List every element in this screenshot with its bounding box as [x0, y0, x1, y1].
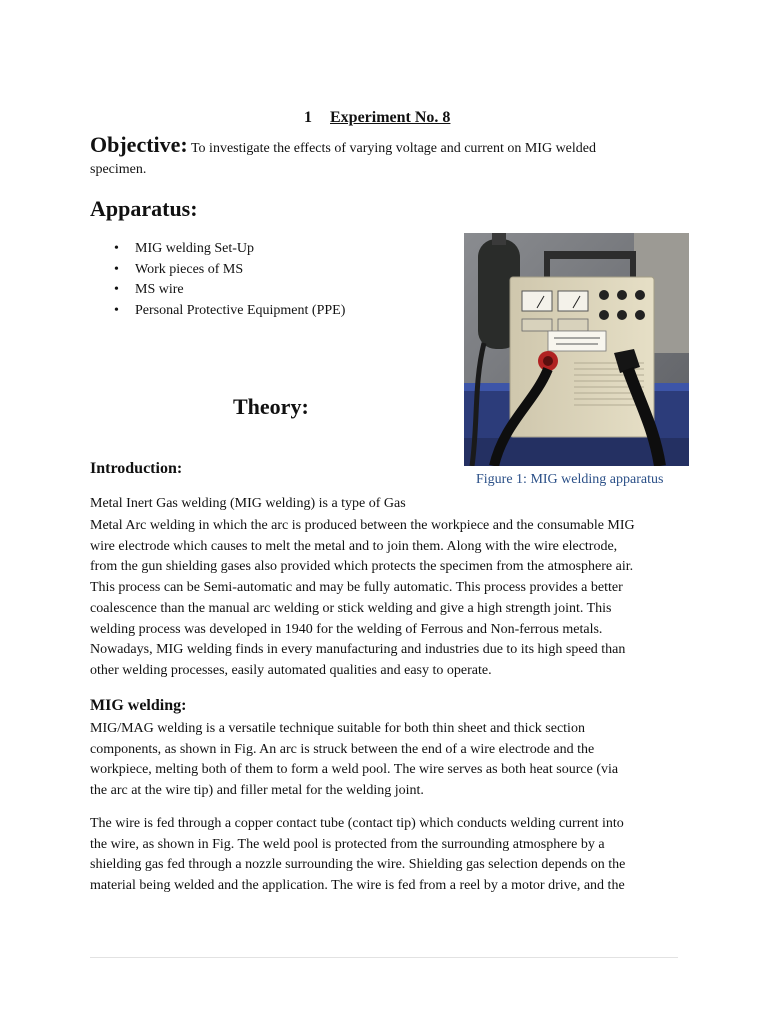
experiment-heading — [304, 109, 450, 127]
text-line: wire electrode which causes to melt the metal and to join them. Along with the wire electrode, — [90, 538, 618, 554]
text-line: components, as shown in Fig. An arc is struck between the end of a wire electrode and the — [90, 741, 595, 757]
text-line: material being welded and the application. The wire is fed from a reel by a motor drive, and the — [90, 878, 625, 894]
introduction-heading: Introduction: — [90, 460, 183, 477]
introduction-first-line: Metal Inert Gas welding (MIG welding) is a type of Gas — [90, 496, 406, 511]
text-line: The wire is fed through a copper contact tube (contact tip) which conducts welding current into — [90, 816, 624, 831]
text-line: welding process was developed in 1940 for the welding of Ferrous and Non-ferrous metals. — [90, 621, 603, 637]
text-line: MIG/MAG welding is a versatile technique suitable for both thin sheet and thick section — [90, 721, 585, 736]
text-line: the wire, as shown in Fig. The weld pool is protected from the surrounding atmosphere by a — [90, 836, 605, 852]
mig-welding-paragraph-2 — [90, 814, 682, 897]
objective-text-line1: To investigate the effects of varying voltage and current on MIG welded — [187, 141, 596, 156]
apparatus-heading: Apparatus: — [90, 196, 198, 221]
text-line: Nowadays, MIG welding finds in every manufacturing and industries due to its high speed than — [90, 642, 626, 658]
mig-welding-heading: MIG welding: — [90, 697, 187, 714]
text-line: shielding gas fed through a nozzle surrounding the wire. Shielding gas selection depends on the — [90, 857, 626, 873]
text-line: workpiece, melting both of them to form a weld pool. The wire serves as both heat source (via — [90, 762, 619, 778]
list-item: • Personal Protective Equipment (PPE) — [114, 301, 345, 322]
introduction-paragraph — [90, 516, 682, 682]
text-line: coalescence than the manual arc welding or stick welding and give a high strength joint. This — [90, 600, 612, 616]
mig-welding-paragraph-1 — [90, 719, 682, 802]
text-line: other welding processes, easily automated qualities and easy to operate. — [90, 662, 492, 678]
objective-paragraph — [90, 134, 680, 180]
objective-text-line2: specimen. — [90, 162, 147, 177]
text-line: from the gun shielding gases also provided which protects the specimen from the atmosphere air. — [90, 559, 634, 575]
apparatus-list — [114, 239, 345, 322]
theory-heading: Theory: — [233, 394, 309, 419]
list-item: • MIG welding Set-Up — [114, 239, 345, 260]
objective-label: Objective: — [90, 132, 188, 157]
text-line: the arc at the wire tip) and filler metal for the welding joint. — [90, 783, 424, 799]
text-line: This process can be Semi-automatic and may be fully automatic. This process provides a better — [90, 580, 623, 596]
footer-divider — [90, 957, 678, 958]
heading-title: Experiment No. 8 — [330, 109, 451, 126]
text-line: Metal Arc welding in which the arc is produced between the workpiece and the consumable MIG — [90, 518, 635, 533]
list-item: • Work pieces of MS — [114, 260, 345, 281]
heading-number: 1 — [304, 109, 312, 126]
mig-welding-photo — [464, 233, 689, 466]
list-item: • MS wire — [114, 280, 345, 301]
figure-caption: Figure 1: MIG welding apparatus — [476, 472, 664, 487]
